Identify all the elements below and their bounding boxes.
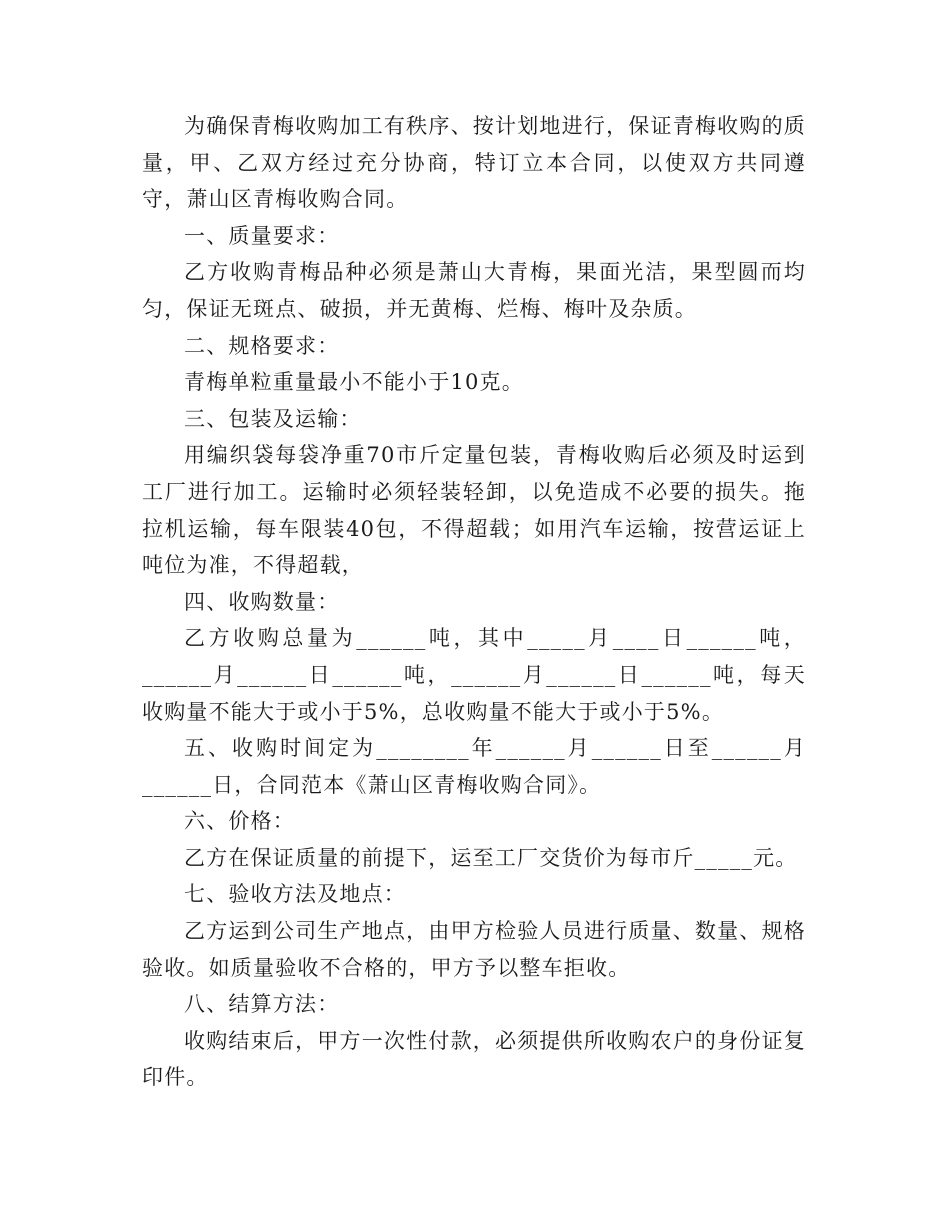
- inspection-paragraph: 乙方运到公司生产地点，由甲方检验人员进行质量、数量、规格验收。如质量验收不合格的，甲方予以整车拒收。: [142, 919, 806, 980]
- packaging-paragraph: 用编织袋每袋净重70市斤定量包装，青梅收购后必须及时运到工厂进行加工。运输时必须轻装轻卸，以免造成不必要的损失。拖拉机运输，每车限装40包，不得超载；如用汽车运输，按营运证上吨位为准，不得超载，: [142, 443, 806, 578]
- section-heading-quantity: 四、收购数量：: [184, 589, 340, 614]
- section-heading-inspection: 七、验收方法及地点：: [184, 882, 406, 907]
- settlement-paragraph: 收购结束后，甲方一次性付款，必须提供所收购农户的身份证复印件。: [142, 1028, 806, 1090]
- section-heading-settlement: 八、结算方法：: [184, 992, 340, 1017]
- intro-paragraph: 为确保青梅收购加工有秩序、按计划地进行，保证青梅收购的质量，甲、乙双方经过充分协商，特订立本合同，以使双方共同遵守，萧山区青梅收购合同。: [142, 114, 806, 212]
- quality-paragraph: 乙方收购青梅品种必须是萧山大青梅，果面光洁，果型圆而均匀，保证无斑点、破损，并无黄梅、烂梅、梅叶及杂质。: [142, 260, 806, 321]
- price-paragraph: 乙方在保证质量的前提下，运至工厂交货价为每市斤_____元。: [184, 845, 798, 870]
- section-heading-quality: 一、质量要求：: [184, 223, 340, 248]
- contract-page: [142, 108, 806, 1096]
- time-paragraph: 五、收购时间定为________年______月______日至______月______日，合同范本《萧山区青梅收购合同》。: [142, 736, 806, 797]
- quantity-paragraph: 乙方收购总量为______吨，其中_____月____日______吨，______月______日______吨，______月______日______吨，每天收购量不能大于或小于5%，总收购量不能大于或小于5%。: [142, 626, 806, 724]
- section-heading-price: 六、价格：: [184, 809, 295, 834]
- spec-paragraph: 青梅单粒重量最小不能小于10克。: [184, 370, 524, 395]
- section-heading-spec: 二、规格要求：: [184, 333, 340, 358]
- section-heading-packaging: 三、包装及运输：: [184, 406, 362, 431]
